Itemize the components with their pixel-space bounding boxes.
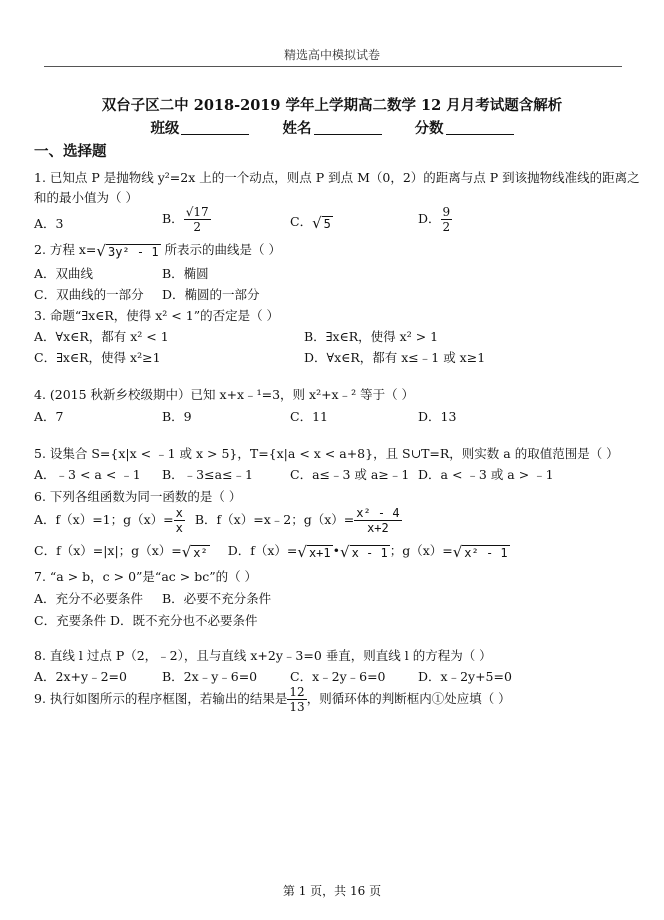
page-header: 精选高中模拟试卷	[283, 48, 380, 62]
name-label: 姓名	[282, 120, 312, 137]
q4-stem: 4. (2015 秋新乡校级期中）已知 x+x﹣¹=3，则 x²+x﹣² 等于（ ）	[34, 387, 415, 402]
q1-stem-line2: 和的最小值为（ ）	[34, 190, 138, 205]
radical-icon: √	[340, 542, 350, 561]
q5-option-c: C．a≤﹣3 或 a≥﹣1	[290, 467, 410, 482]
q2-radical	[96, 242, 160, 260]
q1-option-a: A．3	[34, 216, 64, 231]
q3-option-a: A．∀x∈R，都有 x² < 1	[34, 329, 169, 344]
name-blank[interactable]	[314, 120, 382, 135]
q1-c-radical	[312, 214, 333, 232]
q1-option-d-label: D．	[418, 211, 441, 226]
q7-option-cd: C．充要条件 D．既不充分也不必要条件	[34, 613, 258, 628]
q7-option-b: B．必要不充分条件	[162, 591, 272, 606]
q7-stem: 7. “a > b，c > 0”是“ac > bc”的（ ）	[34, 569, 258, 584]
q2-option-d: D．椭圆的一部分	[162, 287, 260, 302]
q6-a-fraction	[174, 507, 185, 534]
q6-c-radical	[182, 543, 210, 561]
q3-stem: 3. 命题“∃x∈R，使得 x² < 1”的否定是（ ）	[34, 308, 280, 323]
q8-option-d: D．x﹣2y+5=0	[418, 669, 512, 684]
q5-stem: 5. 设集合 S={x|x < ﹣1 或 x > 5}，T={x|a < x < a+8}，且 S∪T=R，则实数 a 的取值范围是（ ）	[34, 446, 619, 461]
q2-option-c: C．双曲线的一部分	[34, 287, 144, 302]
q6-d-mid: ；g（x）=	[389, 543, 453, 558]
q6-option-d-label: D．f（x）=	[227, 543, 298, 558]
q6-d-radicand-2: x - 1	[351, 545, 388, 560]
q2-option-a: A．双曲线	[34, 266, 94, 281]
section-heading: 一、选择题	[34, 143, 107, 160]
radical-icon: √	[452, 542, 463, 561]
q6-b-numerator: x² - 4	[356, 506, 400, 520]
q6-options-row2	[34, 541, 510, 561]
q5-option-a: A．﹣3 < a < ﹣1	[34, 467, 141, 482]
q8-stem: 8. 直线 l 过点 P（2，﹣2），且与直线 x+2y﹣3=0 垂直，则直线 l 的方程为（ ）	[34, 648, 492, 663]
q1-b-denominator: 2	[193, 220, 201, 234]
q9-stem-post: ，则循环体的判断框内①处应填（ ）	[306, 691, 511, 706]
score-field	[415, 117, 514, 138]
q6-d-radical-1	[297, 543, 332, 561]
q9-denominator: 13	[289, 700, 305, 714]
document-title: 双台子区二中 2018-2019 学年上学期高二数学 12 月月考试题含解析	[101, 97, 563, 114]
q9-numerator: 12	[289, 685, 305, 699]
q9-stem-pre: 9. 执行如图所示的程序框图，若输出的结果是	[34, 691, 288, 706]
q6-d-dot: •	[332, 543, 341, 558]
q6-d-radicand-3: x² - 1	[464, 545, 508, 560]
q6-b-fraction	[354, 507, 401, 534]
q1-option-d	[418, 206, 452, 233]
name-field	[283, 117, 382, 138]
q6-d-radical-2	[340, 543, 390, 561]
q3-option-d: D．∀x∈R，都有 x≤﹣1 或 x≥1	[304, 350, 486, 365]
q1-option-b-fraction	[184, 206, 211, 233]
q4-option-b: B．9	[162, 409, 192, 424]
q6-a-numerator: x	[175, 506, 183, 520]
q2-stem-post: 所表示的曲线是（ ）	[160, 242, 281, 257]
q2-stem	[34, 240, 281, 260]
class-blank[interactable]	[181, 120, 249, 135]
q8-option-b: B．2x﹣y﹣6=0	[162, 669, 258, 684]
q6-option-c-label: C．f（x）=|x|；g（x）=	[34, 543, 182, 558]
q8-option-c: C．x﹣2y﹣6=0	[290, 669, 386, 684]
q1-options	[34, 205, 594, 242]
q5-option-d: D．a < ﹣3 或 a > ﹣1	[418, 467, 554, 482]
q9-fraction	[287, 686, 306, 713]
page-footer: 第 1 页，共 16 页	[282, 884, 382, 898]
q1-option-b-label: B．	[162, 211, 184, 226]
student-info	[0, 117, 664, 138]
q1-option-c-label: C．	[290, 214, 313, 229]
radical-icon: √	[312, 213, 322, 232]
q4-option-d: D．13	[418, 409, 457, 424]
q7-option-a: A．充分不必要条件	[34, 591, 144, 606]
q6-c-radicand: x²	[193, 545, 208, 560]
q1-option-d-fraction	[441, 206, 453, 233]
radical-icon: √	[181, 542, 192, 561]
q2-stem-pre: 2. 方程 x=	[34, 242, 97, 257]
q3-option-b: B．∃x∈R，使得 x² > 1	[304, 329, 439, 344]
score-blank[interactable]	[446, 120, 514, 135]
header-rule	[44, 66, 622, 67]
q1-stem-line1: 1. 已知点 P 是抛物线 y²=2x 上的一个动点，则点 P 到点 M（0，2）的距离与点 P 到该抛物线准线的距离之	[34, 170, 640, 185]
radical-icon: √	[96, 241, 106, 260]
q6-a-denominator: x	[175, 521, 183, 535]
q5-option-b: B．﹣3≤a≤﹣1	[162, 467, 253, 482]
q4-option-c: C．11	[290, 409, 328, 424]
q9-stem	[34, 686, 511, 713]
class-field	[150, 117, 249, 138]
radical-icon: √	[297, 542, 307, 561]
q1-c-radicand: 5	[323, 216, 331, 231]
q2-radicand: 3y² - 1	[107, 244, 159, 259]
q2-option-b: B．椭圆	[162, 266, 209, 281]
q6-stem: 6. 下列各组函数为同一函数的是（ ）	[34, 489, 242, 504]
q3-option-c: C．∃x∈R，使得 x²≥1	[34, 350, 161, 365]
q6-option-b-label: B．f（x）=x﹣2；g（x）=	[194, 512, 355, 527]
q6-option-a-label: A．f（x）=1；g（x）=	[34, 512, 174, 527]
q1-d-denominator: 2	[442, 220, 451, 234]
q6-b-denominator: x+2	[367, 521, 389, 535]
q1-option-b	[162, 206, 211, 233]
q6-d-radical-3	[453, 543, 510, 561]
q1-d-numerator: 9	[442, 205, 451, 219]
q1-b-numerator: √17	[185, 205, 209, 219]
q4-option-a: A．7	[34, 409, 64, 424]
q6-d-radicand-1: x+1	[308, 545, 331, 560]
q1-option-c	[290, 212, 333, 232]
class-label: 班级	[150, 120, 180, 137]
q6-options-row1	[34, 507, 402, 534]
q8-option-a: A．2x+y﹣2=0	[34, 669, 127, 684]
score-label: 分数	[414, 120, 444, 137]
